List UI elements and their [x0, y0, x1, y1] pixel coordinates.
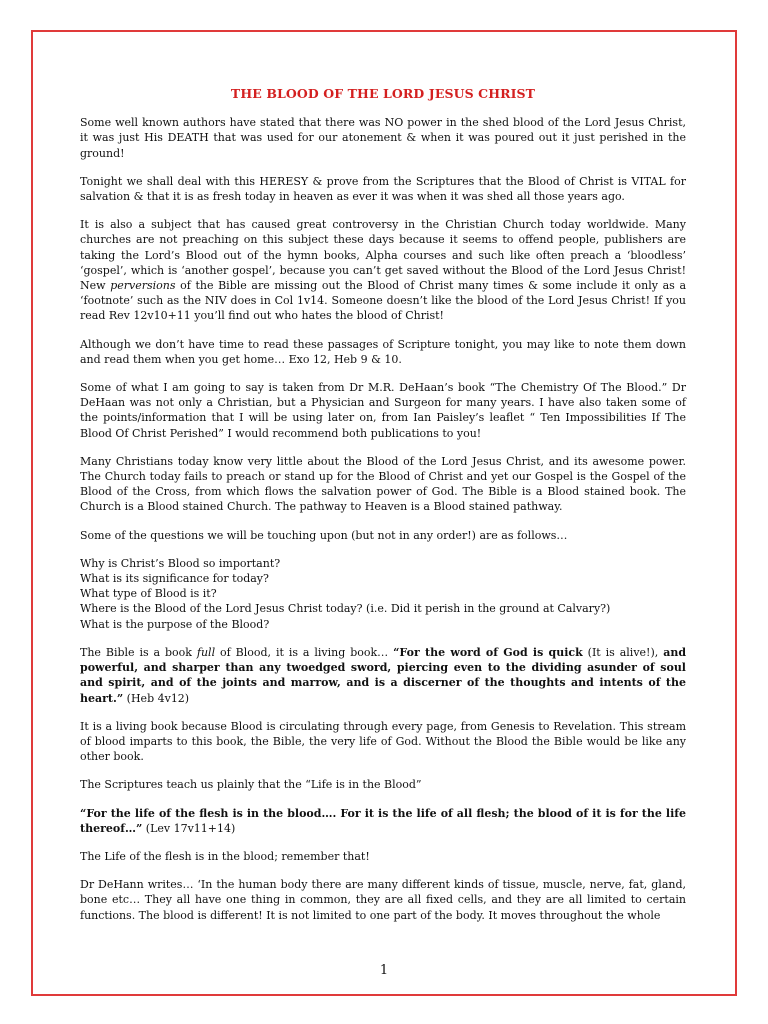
- paragraph-8-emphasis: full: [196, 645, 216, 659]
- paragraph-8-quote-1: “For the word of God is quick: [393, 645, 583, 659]
- paragraph-12: The Life of the flesh is in the blood; remember that!: [80, 849, 370, 863]
- paragraph-8: [80, 645, 686, 706]
- question-item: Where is the Blood of the Lord Jesus Christ today? (i.e. Did it perish in the ground at Calvary?): [80, 602, 611, 616]
- question-item: What type of Blood is it?: [80, 587, 217, 601]
- paragraph-9: It is a living book because Blood is circulating through every page, from Genesis to Revelation. This stream of blood imparts to this book, the Bible, the very life of God. Without the Blood the Bible would be like any other book.: [80, 719, 686, 764]
- paragraph-11: [80, 806, 686, 836]
- paragraph-3: [80, 217, 686, 323]
- paragraph-3-emphasis: perversions: [110, 279, 176, 293]
- paragraph-11-quote: “For the life of the flesh is in the blood…. For it is the life of all flesh; the blood of it is for the life thereof…”: [80, 806, 686, 835]
- paragraph-11-reference: (Lev 17v11+14): [142, 821, 236, 835]
- paragraph-8-text-c: (It is alive!),: [582, 645, 664, 659]
- question-list: [80, 556, 686, 632]
- paragraph-10: The Scriptures teach us plainly that the “Life is in the Blood”: [80, 778, 422, 792]
- paragraph-8-quote-2: and powerful, and sharper than any twoedged sword, piercing even to the dividing asunder of soul and spirit, and of the joints and marrow, and is a discerner of the thoughts and intents of the heart.”: [80, 645, 687, 705]
- paragraph-3-text-b: of the Bible are missing out the Blood of Christ many times & some include it only as a ‘footnote’ such as the NIV does in Col 1v14. Someone doesn’t like the blood of the Lord Jesus Christ! If you read Rev 12v10+11 you’ll find out who hates the blood of Christ!: [80, 279, 686, 323]
- question-item: What is the purpose of the Blood?: [80, 617, 270, 631]
- paragraph-5: Some of what I am going to say is taken from Dr M.R. DeHaan’s book “The Chemistry Of The Blood.” Dr DeHaan was not only a Christian, but a Physician and Surgeon for many years. I have also taken some of the points/information that I will be using later on, from Ian Paisley’s leaflet “ Ten Impossibilities If The Blood Of Christ Perished” I would recommend both publications to you!: [80, 381, 686, 440]
- paragraph-13: Dr DeHann writes… ‘In the human body there are many different kinds of tissue, muscle, nerve, fat, gland, bone etc… They all have one thing in common, they are all fixed cells, and they are all limited to certain functions. The blood is different! It is not limited to one part of the body. It moves throughout the whole: [80, 878, 686, 922]
- document-title: THE BLOOD OF THE LORD JESUS CHRIST: [230, 86, 536, 101]
- paragraph-8-text-b: of Blood, it is a living book…: [215, 645, 394, 659]
- paragraph-1: Some well known authors have stated that there was NO power in the shed blood of the Lord Jesus Christ, it was just His DEATH that was used for our atonement & when it was poured out it just perished in the ground!: [80, 116, 686, 160]
- paragraph-2: Tonight we shall deal with this HERESY & prove from the Scriptures that the Blood of Christ is VITAL for salvation & that it is as fresh today in heaven as ever it was when it was shed all those years ago.: [80, 174, 686, 204]
- paragraph-3-text-a: It is also a subject that has caused great controversy in the Christian Church today worldwide. Many churches are not preaching on this subject these days because it seems to offend people, publishers are taking the Lord’s Blood out of the hymn books, Alpha courses and such like often preach a ‘bloodless’ ‘gospel’, which is ‘another gospel’, because you can’t get saved without the Blood of the Lord Jesus Christ! New: [80, 218, 686, 293]
- question-item: Why is Christ’s Blood so important?: [80, 556, 281, 570]
- paragraph-8-reference: (Heb 4v12): [123, 691, 190, 705]
- paragraph-4: Although we don’t have time to read these passages of Scripture tonight, you may like to note them down and read them when you get home… Exo 12, Heb 9 & 10.: [80, 337, 686, 366]
- paragraph-8-text-a: The Bible is a book: [80, 645, 197, 659]
- paragraph-7: Some of the questions we will be touching upon (but not in any order!) are as follows…: [80, 528, 568, 542]
- document-body: [80, 86, 686, 936]
- page-number: 1: [379, 963, 389, 978]
- question-item: What is its significance for today?: [80, 572, 269, 586]
- paragraph-6: Many Christians today know very little about the Blood of the Lord Jesus Christ, and its awesome power. The Church today fails to preach or stand up for the Blood of Christ and yet our Gospel is the Gospel of the Blood of the Cross, from which flows the salvation power of God. The Bible is a Blood stained book. The Church is a Blood stained Church. The pathway to Heaven is a Blood stained pathway.: [80, 454, 686, 514]
